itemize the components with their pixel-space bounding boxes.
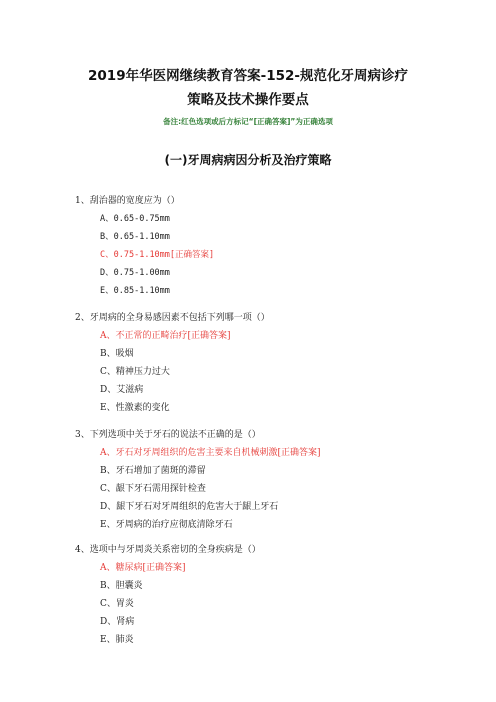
option-a: A、0.65-0.75mm <box>100 214 170 224</box>
section-title: (一)牙周病病因分析及治疗策略 <box>164 153 332 167</box>
document-title-line1: 2019年华医网继续教育答案-152-规范化牙周病诊疗 <box>88 68 408 84</box>
document-title-line2: 策略及技术操作要点 <box>187 92 309 108</box>
option-d: D、0.75-1.00mm <box>100 268 170 278</box>
option-a-correct: A、糖尿病[正确答案] <box>100 563 186 573</box>
question-4 <box>75 541 475 649</box>
question-stem: 1、刮治器的宽度应为（） <box>75 196 180 206</box>
option-c-correct: C、0.75-1.10mm[正确答案] <box>100 250 215 260</box>
question-stem: 2、牙周病的全身易感因素不包括下列哪一项（） <box>75 313 270 323</box>
answer-key-note: 备注:红色选项或后方标记“[正确答案]”为正确选项 <box>163 117 333 126</box>
question-stem: 4、选项中与牙周炎关系密切的全身疾病是（） <box>75 545 261 555</box>
question-stem: 3、下列选项中关于牙石的说法不正确的是（） <box>75 430 261 440</box>
option-c: C、龈下牙石需用探针检查 <box>100 484 206 494</box>
option-b: B、吸烟 <box>100 349 134 359</box>
option-d: D、肾病 <box>100 617 135 627</box>
option-c: C、胃炎 <box>100 599 134 609</box>
question-1 <box>75 192 475 300</box>
option-c: C、精神压力过大 <box>100 367 170 377</box>
option-b: B、0.65-1.10mm <box>100 232 170 242</box>
option-e: E、性激素的变化 <box>100 403 170 413</box>
option-e: E、肺炎 <box>100 635 134 645</box>
option-e: E、牙周病的治疗应彻底清除牙石 <box>100 520 233 530</box>
question-2 <box>75 309 475 417</box>
question-3 <box>75 426 475 534</box>
option-d: D、艾滋病 <box>100 385 144 395</box>
option-e: E、0.85-1.10mm <box>100 286 170 296</box>
option-a-correct: A、牙石对牙周组织的危害主要来自机械刺激[正确答案] <box>100 448 321 458</box>
option-d: D、龈下牙石对牙周组织的危害大于龈上牙石 <box>100 502 279 512</box>
option-b: B、牙石增加了菌斑的滞留 <box>100 466 206 476</box>
option-a-correct: A、不正常的正畸治疗[正确答案] <box>100 331 231 341</box>
option-b: B、胆囊炎 <box>100 581 143 591</box>
